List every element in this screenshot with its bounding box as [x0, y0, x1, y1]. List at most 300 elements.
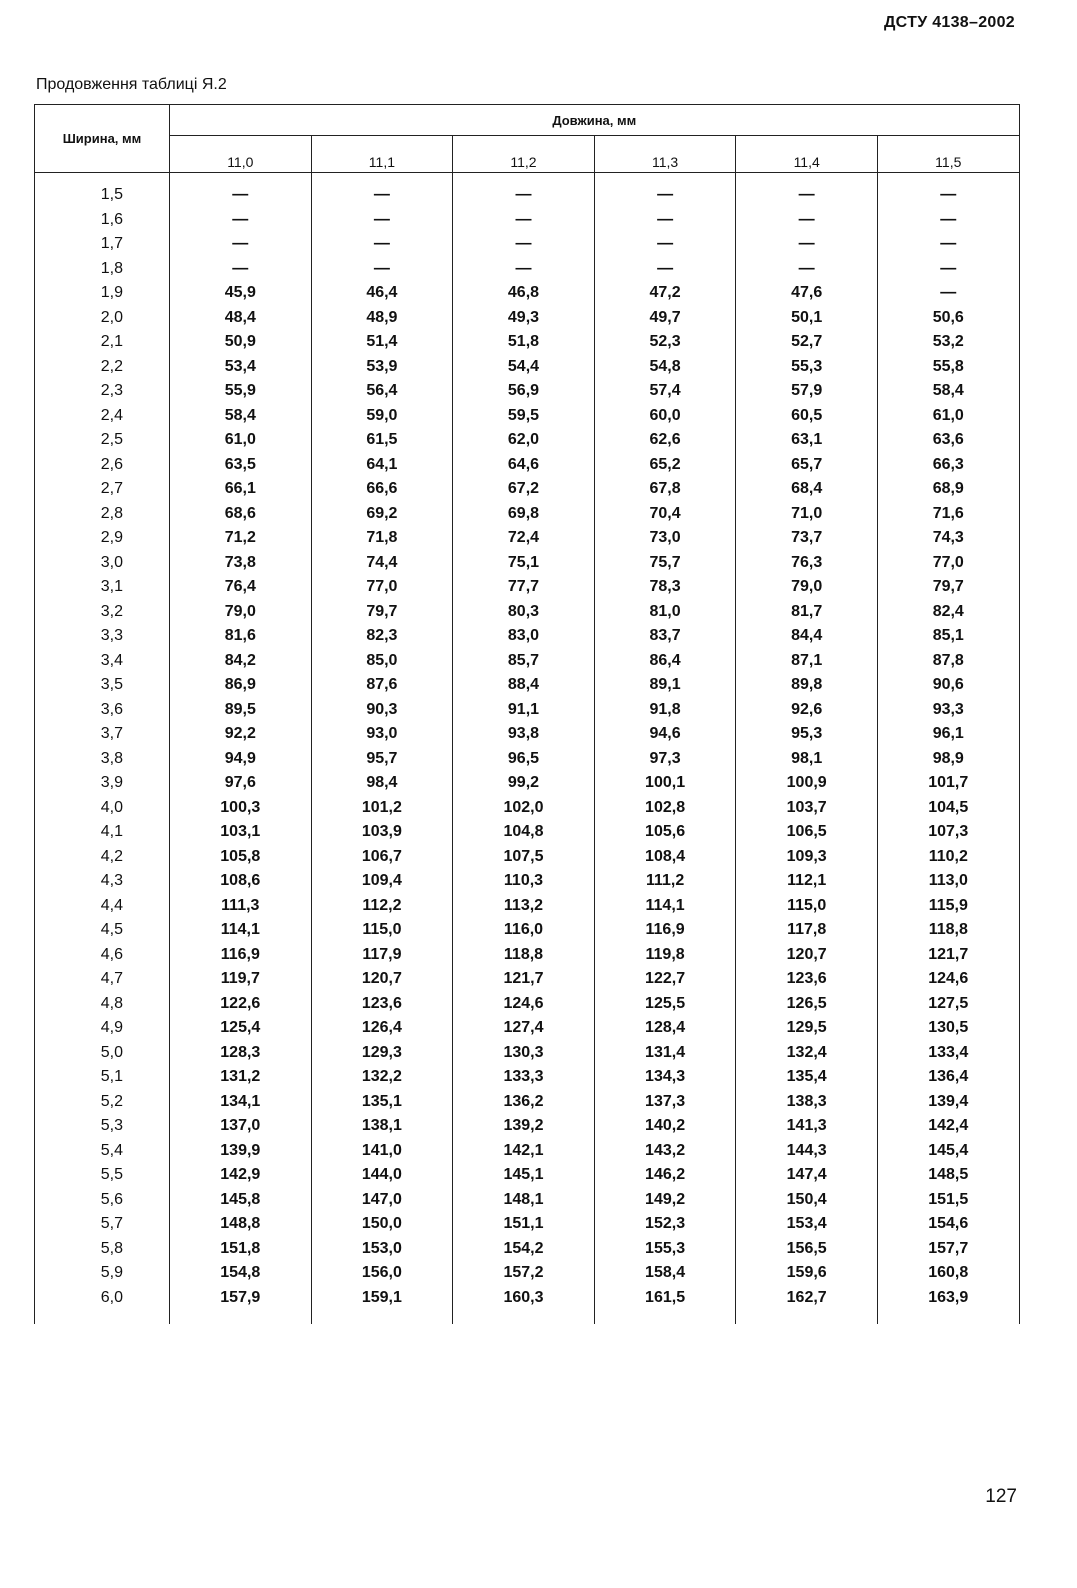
value-cell: 157,2: [453, 1261, 595, 1286]
value-cell: 47,2: [594, 281, 736, 306]
table-header: [35, 105, 1020, 173]
value-cell: 109,4: [311, 869, 453, 894]
value-cell: 138,1: [311, 1114, 453, 1139]
table-row: [35, 1090, 1020, 1115]
value-cell: 50,9: [170, 330, 312, 355]
value-cell: 122,6: [170, 992, 312, 1017]
table-body: [35, 173, 1020, 1325]
value-cell: 50,1: [736, 306, 878, 331]
table-row: [35, 428, 1020, 453]
width-cell: 3,5: [35, 673, 170, 698]
value-cell: 136,4: [877, 1065, 1019, 1090]
value-cell: 79,0: [170, 600, 312, 625]
value-cell: 120,7: [736, 943, 878, 968]
value-cell: 117,9: [311, 943, 453, 968]
value-cell: 144,3: [736, 1139, 878, 1164]
value-cell: 102,8: [594, 796, 736, 821]
value-cell: 60,0: [594, 404, 736, 429]
value-cell: 57,4: [594, 379, 736, 404]
value-cell: 68,6: [170, 502, 312, 527]
value-cell: 82,3: [311, 624, 453, 649]
value-cell: 159,1: [311, 1286, 453, 1325]
value-cell: 91,1: [453, 698, 595, 723]
width-column-header: Ширина, мм: [35, 105, 170, 173]
value-cell: 81,7: [736, 600, 878, 625]
value-cell: 113,2: [453, 894, 595, 919]
value-cell: 124,6: [453, 992, 595, 1017]
width-cell: 5,5: [35, 1163, 170, 1188]
width-cell: 2,9: [35, 526, 170, 551]
value-cell: 124,6: [877, 967, 1019, 992]
value-cell: 117,8: [736, 918, 878, 943]
value-cell: 133,3: [453, 1065, 595, 1090]
table-row: [35, 306, 1020, 331]
table-row: [35, 992, 1020, 1017]
table-row: [35, 943, 1020, 968]
width-cell: 5,3: [35, 1114, 170, 1139]
value-cell: —: [170, 257, 312, 282]
value-cell: 77,0: [311, 575, 453, 600]
value-cell: 56,4: [311, 379, 453, 404]
value-cell: 119,7: [170, 967, 312, 992]
value-cell: 93,0: [311, 722, 453, 747]
value-cell: 86,9: [170, 673, 312, 698]
value-cell: 140,2: [594, 1114, 736, 1139]
value-cell: 156,5: [736, 1237, 878, 1262]
value-cell: 71,2: [170, 526, 312, 551]
table-row: [35, 208, 1020, 233]
value-cell: 66,6: [311, 477, 453, 502]
value-cell: 147,0: [311, 1188, 453, 1213]
width-cell: 5,1: [35, 1065, 170, 1090]
width-cell: 3,7: [35, 722, 170, 747]
value-cell: 46,4: [311, 281, 453, 306]
value-cell: 108,4: [594, 845, 736, 870]
value-cell: 97,6: [170, 771, 312, 796]
value-cell: 84,4: [736, 624, 878, 649]
value-cell: 125,4: [170, 1016, 312, 1041]
table-row: [35, 1139, 1020, 1164]
table-row: [35, 173, 1020, 208]
value-cell: —: [736, 257, 878, 282]
width-cell: 4,1: [35, 820, 170, 845]
value-cell: 139,2: [453, 1114, 595, 1139]
value-cell: —: [453, 257, 595, 282]
value-cell: 134,3: [594, 1065, 736, 1090]
value-cell: 81,6: [170, 624, 312, 649]
value-cell: 98,4: [311, 771, 453, 796]
value-cell: 153,4: [736, 1212, 878, 1237]
value-cell: 73,0: [594, 526, 736, 551]
value-cell: 109,3: [736, 845, 878, 870]
value-cell: 90,3: [311, 698, 453, 723]
value-cell: 132,4: [736, 1041, 878, 1066]
value-cell: 59,5: [453, 404, 595, 429]
value-cell: 139,9: [170, 1139, 312, 1164]
value-cell: —: [594, 208, 736, 233]
value-cell: —: [736, 173, 878, 208]
value-cell: 76,3: [736, 551, 878, 576]
value-cell: 71,6: [877, 502, 1019, 527]
table-row: [35, 330, 1020, 355]
value-cell: 128,3: [170, 1041, 312, 1066]
value-cell: 154,8: [170, 1261, 312, 1286]
value-cell: 127,5: [877, 992, 1019, 1017]
width-cell: 2,6: [35, 453, 170, 478]
width-cell: 2,0: [35, 306, 170, 331]
value-cell: 104,8: [453, 820, 595, 845]
value-cell: 94,9: [170, 747, 312, 772]
value-cell: 121,7: [453, 967, 595, 992]
value-cell: 97,3: [594, 747, 736, 772]
value-cell: 83,7: [594, 624, 736, 649]
value-cell: 141,3: [736, 1114, 878, 1139]
value-cell: —: [594, 173, 736, 208]
width-cell: 3,2: [35, 600, 170, 625]
value-cell: 148,8: [170, 1212, 312, 1237]
value-cell: 105,8: [170, 845, 312, 870]
width-cell: 2,2: [35, 355, 170, 380]
value-cell: 115,0: [736, 894, 878, 919]
width-cell: 2,4: [35, 404, 170, 429]
value-cell: 147,4: [736, 1163, 878, 1188]
value-cell: 79,0: [736, 575, 878, 600]
value-cell: —: [170, 173, 312, 208]
value-cell: 53,9: [311, 355, 453, 380]
value-cell: 92,6: [736, 698, 878, 723]
value-cell: 149,2: [594, 1188, 736, 1213]
table-row: [35, 649, 1020, 674]
value-cell: 139,4: [877, 1090, 1019, 1115]
value-cell: 53,4: [170, 355, 312, 380]
value-cell: 47,6: [736, 281, 878, 306]
value-cell: 115,9: [877, 894, 1019, 919]
table-row: [35, 1286, 1020, 1325]
value-cell: 58,4: [170, 404, 312, 429]
value-cell: 62,6: [594, 428, 736, 453]
value-cell: 85,0: [311, 649, 453, 674]
value-cell: —: [311, 257, 453, 282]
value-cell: —: [170, 232, 312, 257]
value-cell: 98,1: [736, 747, 878, 772]
value-cell: 52,7: [736, 330, 878, 355]
length-column-header: 11,3: [594, 136, 736, 173]
value-cell: 106,5: [736, 820, 878, 845]
value-cell: 98,9: [877, 747, 1019, 772]
table-row: [35, 1065, 1020, 1090]
width-cell: 4,3: [35, 869, 170, 894]
width-cell: 5,4: [35, 1139, 170, 1164]
value-cell: 99,2: [453, 771, 595, 796]
table-row: [35, 600, 1020, 625]
table-row: [35, 845, 1020, 870]
width-cell: 4,5: [35, 918, 170, 943]
value-cell: —: [453, 232, 595, 257]
value-cell: 89,5: [170, 698, 312, 723]
value-cell: 108,6: [170, 869, 312, 894]
value-cell: 64,6: [453, 453, 595, 478]
length-column-header: 11,4: [736, 136, 878, 173]
value-cell: 69,8: [453, 502, 595, 527]
value-cell: 88,4: [453, 673, 595, 698]
value-cell: 50,6: [877, 306, 1019, 331]
value-cell: 79,7: [877, 575, 1019, 600]
value-cell: 159,6: [736, 1261, 878, 1286]
value-cell: 115,0: [311, 918, 453, 943]
value-cell: 91,8: [594, 698, 736, 723]
value-cell: 103,7: [736, 796, 878, 821]
value-cell: —: [311, 208, 453, 233]
value-cell: 129,5: [736, 1016, 878, 1041]
value-cell: 130,5: [877, 1016, 1019, 1041]
value-cell: 160,3: [453, 1286, 595, 1325]
value-cell: 116,9: [170, 943, 312, 968]
value-cell: 83,0: [453, 624, 595, 649]
width-cell: 3,1: [35, 575, 170, 600]
value-cell: 122,7: [594, 967, 736, 992]
width-cell: 2,7: [35, 477, 170, 502]
value-cell: 112,1: [736, 869, 878, 894]
page-number: 127: [985, 1486, 1017, 1507]
table-row: [35, 894, 1020, 919]
value-cell: 106,7: [311, 845, 453, 870]
value-cell: 102,0: [453, 796, 595, 821]
table-row: [35, 820, 1020, 845]
table-row: [35, 575, 1020, 600]
value-cell: 101,2: [311, 796, 453, 821]
table-row: [35, 551, 1020, 576]
value-cell: 51,4: [311, 330, 453, 355]
value-cell: 150,4: [736, 1188, 878, 1213]
table-row: [35, 1188, 1020, 1213]
value-cell: 48,4: [170, 306, 312, 331]
value-cell: 103,9: [311, 820, 453, 845]
value-cell: 107,5: [453, 845, 595, 870]
value-cell: 154,2: [453, 1237, 595, 1262]
value-cell: 65,7: [736, 453, 878, 478]
value-cell: 119,8: [594, 943, 736, 968]
value-cell: —: [877, 232, 1019, 257]
value-cell: 136,2: [453, 1090, 595, 1115]
length-column-header: 11,2: [453, 136, 595, 173]
value-cell: 75,1: [453, 551, 595, 576]
table-row: [35, 624, 1020, 649]
width-cell: 1,6: [35, 208, 170, 233]
value-cell: 160,8: [877, 1261, 1019, 1286]
value-cell: 84,2: [170, 649, 312, 674]
value-cell: 155,3: [594, 1237, 736, 1262]
value-cell: 134,1: [170, 1090, 312, 1115]
value-cell: —: [877, 257, 1019, 282]
value-cell: 157,9: [170, 1286, 312, 1325]
value-cell: 82,4: [877, 600, 1019, 625]
value-cell: 64,1: [311, 453, 453, 478]
value-cell: 129,3: [311, 1041, 453, 1066]
table-row: [35, 698, 1020, 723]
value-cell: 154,6: [877, 1212, 1019, 1237]
value-cell: 81,0: [594, 600, 736, 625]
width-cell: 3,0: [35, 551, 170, 576]
value-cell: 75,7: [594, 551, 736, 576]
table-row: [35, 453, 1020, 478]
value-cell: 73,8: [170, 551, 312, 576]
value-cell: 72,4: [453, 526, 595, 551]
table-row: [35, 355, 1020, 380]
table-row: [35, 1163, 1020, 1188]
value-cell: 110,2: [877, 845, 1019, 870]
value-cell: —: [877, 173, 1019, 208]
value-cell: 78,3: [594, 575, 736, 600]
width-cell: 5,9: [35, 1261, 170, 1286]
value-cell: 137,0: [170, 1114, 312, 1139]
value-cell: 126,5: [736, 992, 878, 1017]
width-cell: 1,8: [35, 257, 170, 282]
value-cell: 57,9: [736, 379, 878, 404]
value-cell: 107,3: [877, 820, 1019, 845]
value-cell: 150,0: [311, 1212, 453, 1237]
width-cell: 2,5: [35, 428, 170, 453]
length-column-header: 11,0: [170, 136, 312, 173]
value-cell: 66,3: [877, 453, 1019, 478]
value-cell: 89,1: [594, 673, 736, 698]
value-cell: 145,4: [877, 1139, 1019, 1164]
value-cell: 67,8: [594, 477, 736, 502]
value-cell: 54,4: [453, 355, 595, 380]
width-cell: 3,8: [35, 747, 170, 772]
value-cell: 130,3: [453, 1041, 595, 1066]
value-cell: 87,8: [877, 649, 1019, 674]
value-cell: —: [736, 208, 878, 233]
table-row: [35, 379, 1020, 404]
value-cell: 53,2: [877, 330, 1019, 355]
value-cell: 77,7: [453, 575, 595, 600]
width-cell: 2,3: [35, 379, 170, 404]
value-cell: 59,0: [311, 404, 453, 429]
table-row: [35, 747, 1020, 772]
width-cell: 4,9: [35, 1016, 170, 1041]
value-cell: 79,7: [311, 600, 453, 625]
document-code: ДСТУ 4138–2002: [883, 14, 1015, 31]
value-cell: 93,8: [453, 722, 595, 747]
table-row: [35, 1041, 1020, 1066]
value-cell: 151,8: [170, 1237, 312, 1262]
value-cell: 58,4: [877, 379, 1019, 404]
value-cell: 153,0: [311, 1237, 453, 1262]
value-cell: 96,5: [453, 747, 595, 772]
width-cell: 5,7: [35, 1212, 170, 1237]
width-cell: 3,4: [35, 649, 170, 674]
value-cell: 143,2: [594, 1139, 736, 1164]
value-cell: 93,3: [877, 698, 1019, 723]
value-cell: —: [594, 232, 736, 257]
value-cell: 128,4: [594, 1016, 736, 1041]
value-cell: 49,7: [594, 306, 736, 331]
table-row: [35, 404, 1020, 429]
width-cell: 4,6: [35, 943, 170, 968]
value-cell: —: [311, 232, 453, 257]
width-cell: 1,7: [35, 232, 170, 257]
value-cell: 62,0: [453, 428, 595, 453]
value-cell: 112,2: [311, 894, 453, 919]
table-row: [35, 257, 1020, 282]
value-cell: 61,5: [311, 428, 453, 453]
table-row: [35, 477, 1020, 502]
value-cell: 74,4: [311, 551, 453, 576]
value-cell: 111,3: [170, 894, 312, 919]
value-cell: 94,6: [594, 722, 736, 747]
value-cell: 127,4: [453, 1016, 595, 1041]
value-cell: 158,4: [594, 1261, 736, 1286]
value-cell: 157,7: [877, 1237, 1019, 1262]
value-cell: 61,0: [170, 428, 312, 453]
value-cell: 68,4: [736, 477, 878, 502]
width-cell: 2,1: [35, 330, 170, 355]
value-cell: 142,9: [170, 1163, 312, 1188]
value-cell: 74,3: [877, 526, 1019, 551]
width-cell: 4,7: [35, 967, 170, 992]
value-cell: 133,4: [877, 1041, 1019, 1066]
value-cell: 163,9: [877, 1286, 1019, 1325]
value-cell: 73,7: [736, 526, 878, 551]
value-cell: 118,8: [877, 918, 1019, 943]
value-cell: 148,1: [453, 1188, 595, 1213]
value-cell: 71,0: [736, 502, 878, 527]
table-row: [35, 281, 1020, 306]
width-cell: 5,6: [35, 1188, 170, 1213]
value-cell: 100,9: [736, 771, 878, 796]
value-cell: 87,6: [311, 673, 453, 698]
value-cell: 85,7: [453, 649, 595, 674]
value-cell: 95,7: [311, 747, 453, 772]
table-row: [35, 526, 1020, 551]
value-cell: 55,9: [170, 379, 312, 404]
length-group-header: Довжина, мм: [170, 105, 1020, 136]
length-column-header: 11,5: [877, 136, 1019, 173]
table-caption: Продовження таблиці Я.2: [36, 76, 227, 93]
value-cell: —: [453, 173, 595, 208]
value-cell: 135,1: [311, 1090, 453, 1115]
value-cell: 148,5: [877, 1163, 1019, 1188]
value-cell: 63,5: [170, 453, 312, 478]
value-cell: 125,5: [594, 992, 736, 1017]
value-cell: 54,8: [594, 355, 736, 380]
value-cell: 61,0: [877, 404, 1019, 429]
width-cell: 5,2: [35, 1090, 170, 1115]
width-cell: 5,8: [35, 1237, 170, 1262]
value-cell: —: [736, 232, 878, 257]
value-cell: 86,4: [594, 649, 736, 674]
value-cell: 145,1: [453, 1163, 595, 1188]
value-cell: 156,0: [311, 1261, 453, 1286]
value-cell: 67,2: [453, 477, 595, 502]
table-row: [35, 796, 1020, 821]
width-cell: 1,5: [35, 173, 170, 208]
value-cell: 60,5: [736, 404, 878, 429]
width-cell: 4,4: [35, 894, 170, 919]
width-cell: 3,3: [35, 624, 170, 649]
value-cell: 92,2: [170, 722, 312, 747]
value-cell: 100,1: [594, 771, 736, 796]
width-cell: 3,6: [35, 698, 170, 723]
value-cell: 123,6: [736, 967, 878, 992]
value-cell: 151,1: [453, 1212, 595, 1237]
value-cell: 111,2: [594, 869, 736, 894]
width-cell: 6,0: [35, 1286, 170, 1325]
width-cell: 2,8: [35, 502, 170, 527]
value-cell: 87,1: [736, 649, 878, 674]
value-cell: 137,3: [594, 1090, 736, 1115]
table-row: [35, 1212, 1020, 1237]
